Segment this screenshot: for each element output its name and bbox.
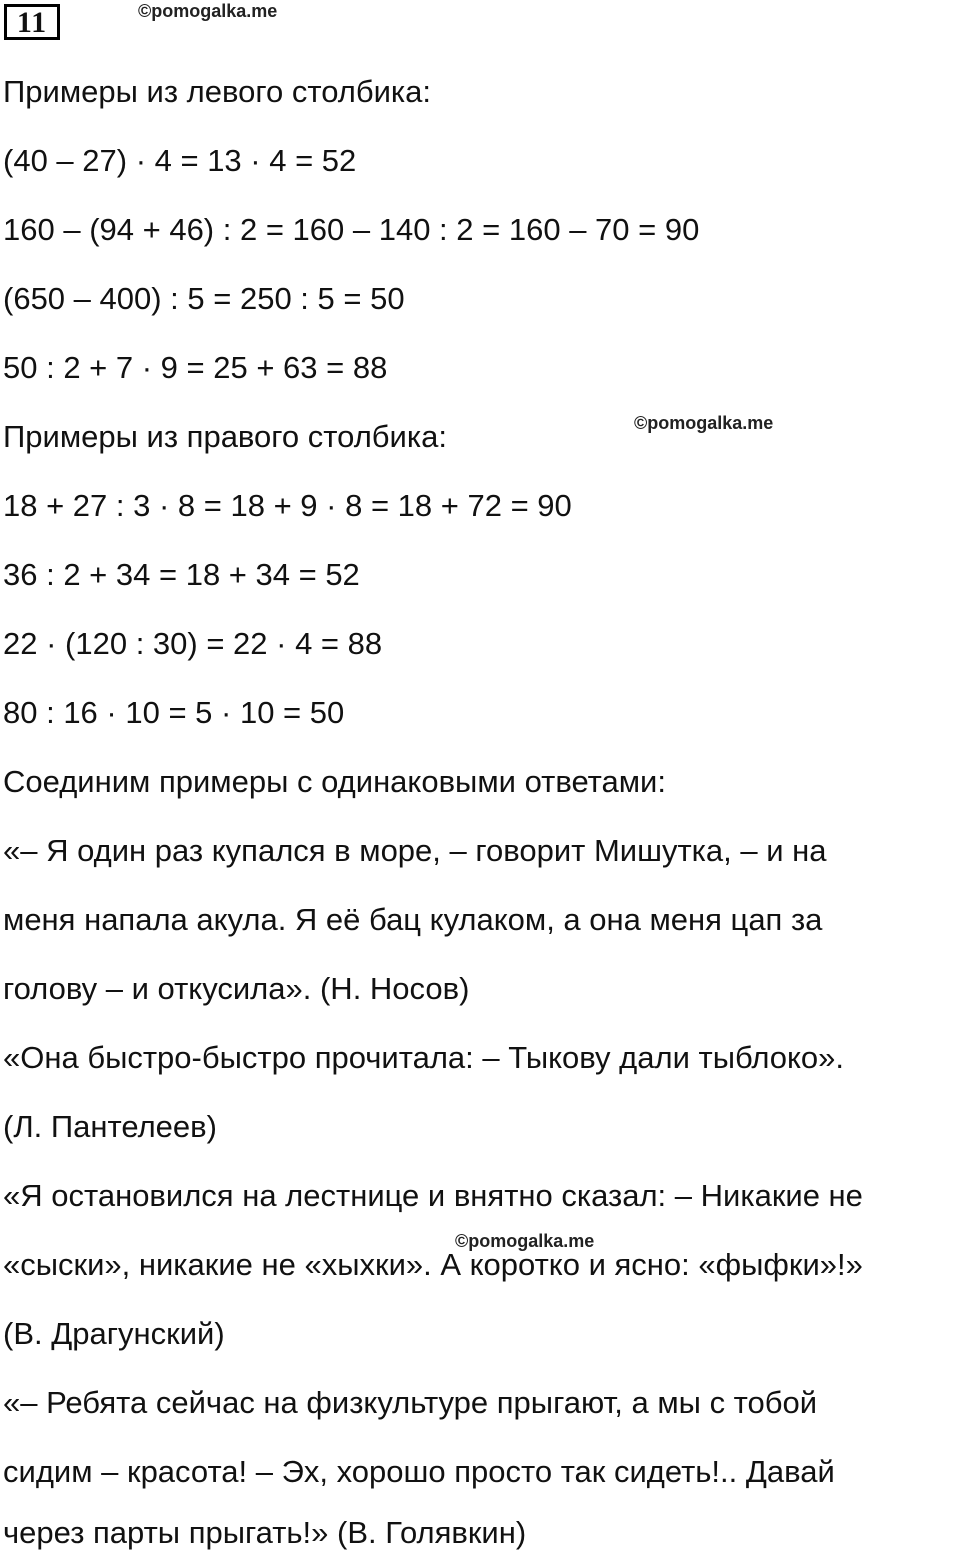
quote-line: «Я остановился на лестнице и внятно сказал: – Никакие не (3, 1178, 863, 1213)
quote-line: через парты прыгать!» (В. Голявкин) (3, 1515, 527, 1550)
watermark: ©pomogalka.me (455, 1231, 595, 1251)
equation-line: (40 – 27) · 4 = 13 · 4 = 52 (3, 143, 357, 178)
equation-line: 160 – (94 + 46) : 2 = 160 – 140 : 2 = 160 – 70 = 90 (3, 212, 700, 247)
heading-right-column: Примеры из правого столбика: (3, 419, 447, 454)
quote-line: «сыски», никакие не «хыхки». А коротко и ясно: «фыфки»!» (3, 1247, 863, 1282)
quote-line: меня напала акула. Я её бац кулаком, а она меня цап за (3, 902, 823, 937)
equation-line: 50 : 2 + 7 · 9 = 25 + 63 = 88 (3, 350, 388, 385)
instruction-line: Соединим примеры с одинаковыми ответами: (3, 764, 666, 799)
watermark: ©pomogalka.me (634, 413, 774, 433)
quote-line: голову – и откусила». (Н. Носов) (3, 971, 470, 1006)
quote-line: «– Ребята сейчас на физкультуре прыгают, а мы с тобой (3, 1385, 818, 1420)
equation-line: 22 · (120 : 30) = 22 · 4 = 88 (3, 626, 383, 661)
quote-line: «Она быстро-быстро прочитала: – Тыкову дали тыблоко». (3, 1040, 845, 1075)
quote-line: «– Я один раз купался в море, – говорит Мишутка, – и на (3, 833, 827, 868)
equation-line: 80 : 16 · 10 = 5 · 10 = 50 (3, 695, 345, 730)
watermark: ©pomogalka.me (138, 1, 278, 21)
equation-line: 36 : 2 + 34 = 18 + 34 = 52 (3, 557, 360, 592)
quote-line: (В. Драгунский) (3, 1316, 225, 1351)
equation-line: (650 – 400) : 5 = 250 : 5 = 50 (3, 281, 405, 316)
heading-left-column: Примеры из левого столбика: (3, 74, 432, 109)
quote-line: (Л. Пантелеев) (3, 1109, 217, 1144)
quote-line: сидим – красота! – Эх, хорошо просто так сидеть!.. Давай (3, 1454, 835, 1489)
equation-line: 18 + 27 : 3 · 8 = 18 + 9 · 8 = 18 + 72 = 90 (3, 488, 572, 523)
task-number-badge: 11 (4, 4, 60, 40)
